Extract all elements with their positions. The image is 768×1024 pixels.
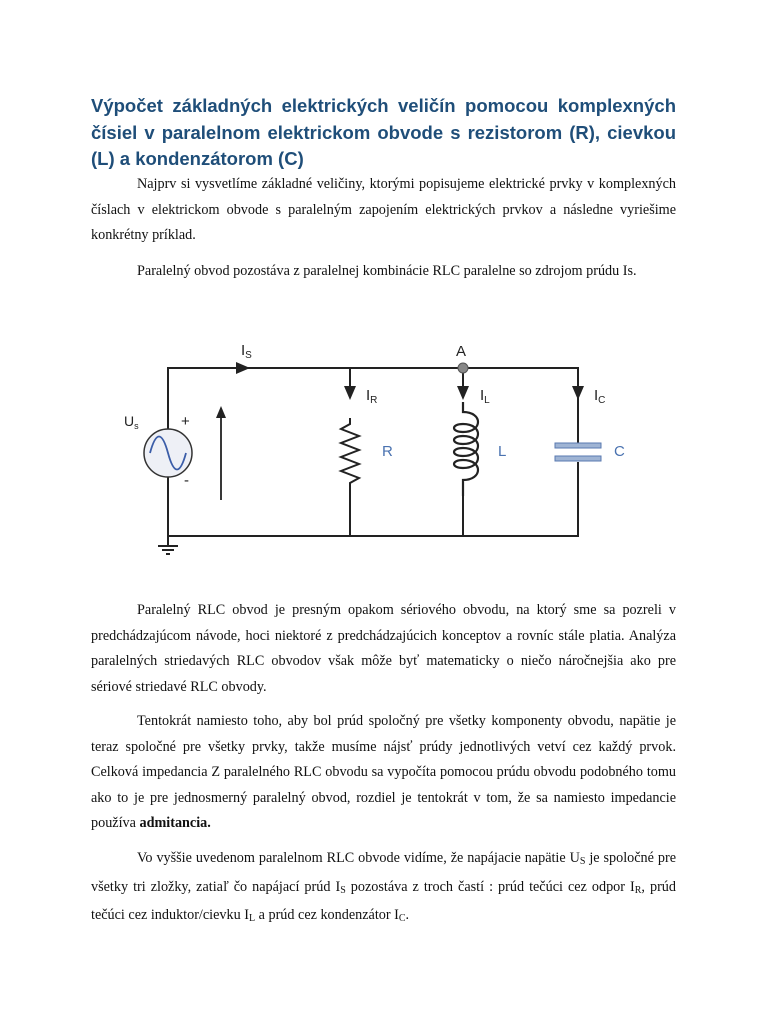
minus-sign: - xyxy=(184,472,189,489)
plus-sign: + xyxy=(181,413,190,430)
source-label: $U_s$ xyxy=(124,413,139,431)
ic-arrow-icon xyxy=(572,386,584,400)
paragraph-circuit-description: Paralelný obvod pozostáva z paralelnej kombinácie RLC paralelne so zdrojom prúdu Is. xyxy=(137,263,637,279)
paragraph-intro: Najprv si vysvetlíme základné veličiny, ktorými popisujeme elektrické prvky v komplexných číslach v elektrickom obvode s paralelným zapojením elektrických prvkov a následne vyriešime konkrétny príklad. xyxy=(91,176,676,243)
paragraph-rlc-comparison: Paralelný RLC obvod je presným opakom sériového obvodu, na ktorý sme sa pozreli v predchádzajúcom návode, hoci niektoré z predchádzajúcich konceptov a rovníc stále platia. Analýza paralelných striedavých RLC obvodov však môže byť matematicky o niečo náročnejšia ako pre sériové striedavé RLC obvody. xyxy=(91,602,676,695)
p5-sub-ic: C xyxy=(398,913,406,924)
p5-text-6: . xyxy=(405,907,410,923)
p5-sub-ir: R xyxy=(634,884,642,896)
p5-sub-us: S xyxy=(579,856,586,867)
page-title: Výpočet základných elektrických veličín pomocou komplexných čísiel v paralelnom elektrickom obvode s rezistorom (R), cievkou (L) a kondenzátorom (C) xyxy=(91,95,676,169)
p5-text-2: je spoločné pre všetky tri zložky, zatiaľ čo napájací prúd I xyxy=(91,850,676,895)
p5-text-5: a prúd cez kondenzátor I xyxy=(255,907,399,923)
inductor-label: L xyxy=(498,443,507,460)
is-arrow-icon xyxy=(236,362,250,374)
ir-label: $I_R$ xyxy=(366,387,378,406)
paragraph-admittance xyxy=(91,709,676,837)
p5-sub-is: S xyxy=(340,884,346,896)
rlc-parallel-circuit-diagram xyxy=(100,328,680,573)
il-label: $I_L$ xyxy=(480,387,490,406)
p5-text-1: Vo vyššie uvedenom paralelnom RLC obvode vidíme, že napájacie napätie U xyxy=(137,850,580,866)
voltage-arrow xyxy=(216,406,226,500)
p5-text-3: pozostáva z troch častí : prúd tečúci cez odpor I xyxy=(345,878,635,895)
il-arrow-icon xyxy=(457,386,469,400)
inductor-symbol xyxy=(454,402,478,496)
voltage-source xyxy=(144,429,192,477)
admittance-term: admitancia. xyxy=(139,815,211,831)
paragraph-admittance-text: Tentokrát namiesto toho, aby bol prúd spoločný pre všetky komponenty obvodu, napätie je teraz spoločné pre všetky prvky, takže musíme nájsť prúdy jednotlivých vetví cez každý prvok. Celková impedancia Z paralelného RLC obvodu sa vypočíta pomocou prúdu obvodu podobného tomu ako to je pre jednosmerný paralelný obvod, rozdiel je tentokrát v tom, že sa namiesto impedancie používa xyxy=(91,713,676,831)
resistor-label: R xyxy=(382,443,393,460)
is-label: $I_S$ xyxy=(241,342,252,361)
paragraph-branch-currents xyxy=(91,846,676,932)
capacitor-label: C xyxy=(614,443,625,460)
resistor-symbol xyxy=(341,418,359,490)
p5-text-4: , prúd tečúci cez induktor/cievku I xyxy=(91,878,676,923)
node-a-label: A xyxy=(456,343,467,360)
capacitor-symbol xyxy=(555,443,601,461)
ic-label: $I_C$ xyxy=(594,387,606,406)
ir-arrow-icon xyxy=(344,386,356,400)
node-a xyxy=(458,363,468,373)
p5-sub-il: L xyxy=(248,913,256,924)
